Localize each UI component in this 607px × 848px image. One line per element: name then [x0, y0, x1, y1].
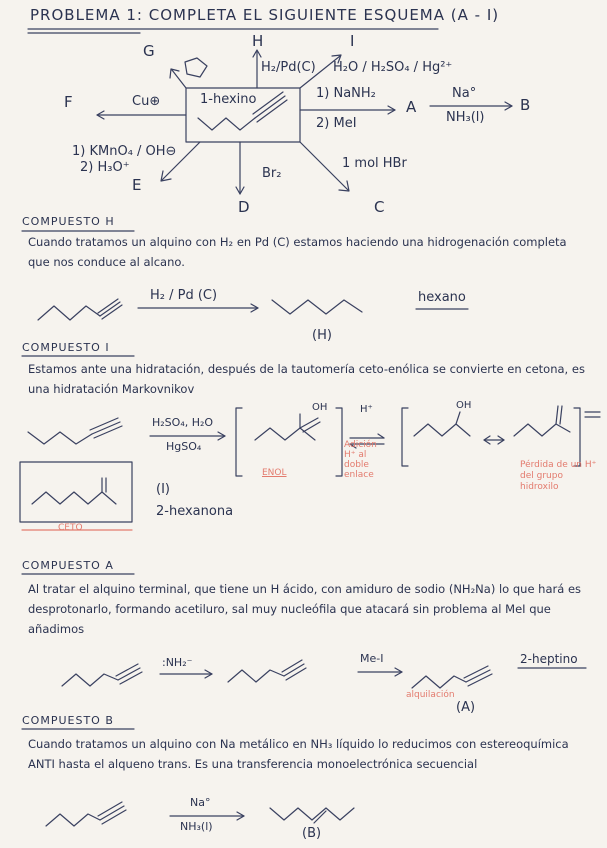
hexino-chain — [198, 118, 255, 130]
compH-label: (H) — [312, 328, 332, 343]
e-reagent-1: 1) KMnO₄ / OH⊖ — [72, 144, 177, 159]
b-reagent-bottom: NH₃(l) — [446, 110, 485, 125]
compI-ceto: CETO — [58, 523, 83, 533]
label-E: E — [132, 176, 142, 194]
compI-text: Estamos ante una hidratación, después de la tautomería ceto-enólica se convierte en cetona, es una hidratación Markovnikov — [28, 362, 585, 396]
i-reactant — [28, 432, 92, 444]
arrow-to-C — [300, 142, 348, 190]
compI-oh1: OH — [312, 402, 328, 413]
compA-mei: Me-I — [360, 652, 384, 665]
hexanona-box — [20, 462, 132, 522]
label-F: F — [64, 93, 73, 111]
a-reagent-2: 2) MeI — [316, 116, 357, 131]
compA-heading: COMPUESTO A — [22, 559, 114, 572]
carbocation-chain — [414, 424, 470, 436]
page-title: PROBLEMA 1: COMPLETA EL SIGUIENTE ESQUEMA (A - I) — [30, 6, 500, 24]
a-reagent-1: 1) NaNH₂ — [316, 86, 376, 101]
i-reagent: H₂O / H₂SO₄ / Hg²⁺ — [333, 60, 453, 75]
b-reagent-top: Na° — [452, 86, 477, 101]
compB-heading: COMPUESTO B — [22, 714, 114, 727]
heptino-chain — [412, 676, 466, 688]
label-A: A — [406, 98, 417, 116]
compI-name: 2-hexanona — [156, 504, 234, 519]
label-C: C — [374, 198, 385, 216]
arrow-to-G — [172, 70, 186, 88]
compA-alquilacion: alquilación — [406, 690, 455, 700]
h-reactant — [38, 306, 100, 320]
compI-reagent-bottom: HgSO₄ — [166, 440, 202, 453]
label-D: D — [238, 198, 250, 216]
compA-base: :NH₂⁻ — [162, 656, 193, 669]
oxonium-chain — [514, 424, 570, 436]
bracket-left-2 — [402, 408, 408, 466]
a-reactant — [62, 674, 118, 686]
compA-text: Al tratar el alquino terminal, que tiene un H ácido, con amiduro de sodio (NH₂Na) lo que hará es desprotonarlo, formando acetiluro, sal muy nucleófila que atacará sin problema al MeI que añadimos — [28, 582, 582, 636]
label-H: H — [252, 32, 264, 50]
label-G: G — [143, 42, 155, 60]
compH-reagent: H₂ / Pd (C) — [150, 288, 218, 303]
compI-hplus: H⁺ — [360, 404, 373, 415]
cu-reagent: Cu⊕ — [132, 94, 161, 109]
compI-adicion: Adición H⁺ al doble enlace — [344, 440, 377, 480]
compB-text: Cuando tratamos un alquino con Na metálico en NH₃ líquido lo reducimos con estereoquímica ANTI hasta el alqueno trans. Es una transferencia monoelectrónica secuencial — [28, 737, 569, 771]
d-reagent: Br₂ — [262, 166, 282, 181]
hexano-chain — [272, 300, 362, 314]
label-I: I — [350, 32, 355, 50]
b-reactant — [46, 814, 100, 826]
center-label: 1-hexino — [200, 92, 257, 107]
compB-reagent-top: Na° — [190, 796, 211, 809]
h-reagent: H₂/Pd(C) — [261, 60, 316, 75]
acetylide-chain — [228, 670, 284, 682]
compH-text: Cuando tratamos un alquino con H₂ en Pd (C) estamos haciendo una hidrogenación completa que nos conduce al alcano. — [28, 235, 567, 269]
compI-oh2: OH — [456, 400, 472, 411]
compI-enol: ENOL — [262, 468, 287, 478]
bracket-right-2 — [574, 408, 580, 466]
compB-reagent-bottom: NH₃(l) — [180, 820, 213, 833]
c-reagent: 1 mol HBr — [342, 156, 407, 171]
compH-product: hexano — [418, 290, 466, 305]
bracket-right-1 — [336, 408, 342, 476]
bracket-left-1 — [236, 408, 242, 476]
label-B: B — [520, 96, 531, 114]
e-reagent-2: 2) H₃O⁺ — [80, 160, 130, 175]
compI-perdida: Pérdida de un H⁺ del grupo hidroxilo — [520, 460, 597, 492]
compA-name: 2-heptino — [520, 652, 578, 666]
hexanona-chain — [32, 492, 116, 504]
cyclopentene-ring — [185, 58, 207, 77]
compI-label: (I) — [156, 482, 170, 497]
compB-label: (B) — [302, 826, 322, 841]
compA-label: (A) — [456, 700, 476, 715]
compI-reagent-top: H₂SO₄, H₂O — [152, 416, 214, 429]
compH-heading: COMPUESTO H — [22, 215, 115, 228]
compI-heading: COMPUESTO I — [22, 341, 110, 354]
trans-alkene-chain — [270, 808, 354, 820]
